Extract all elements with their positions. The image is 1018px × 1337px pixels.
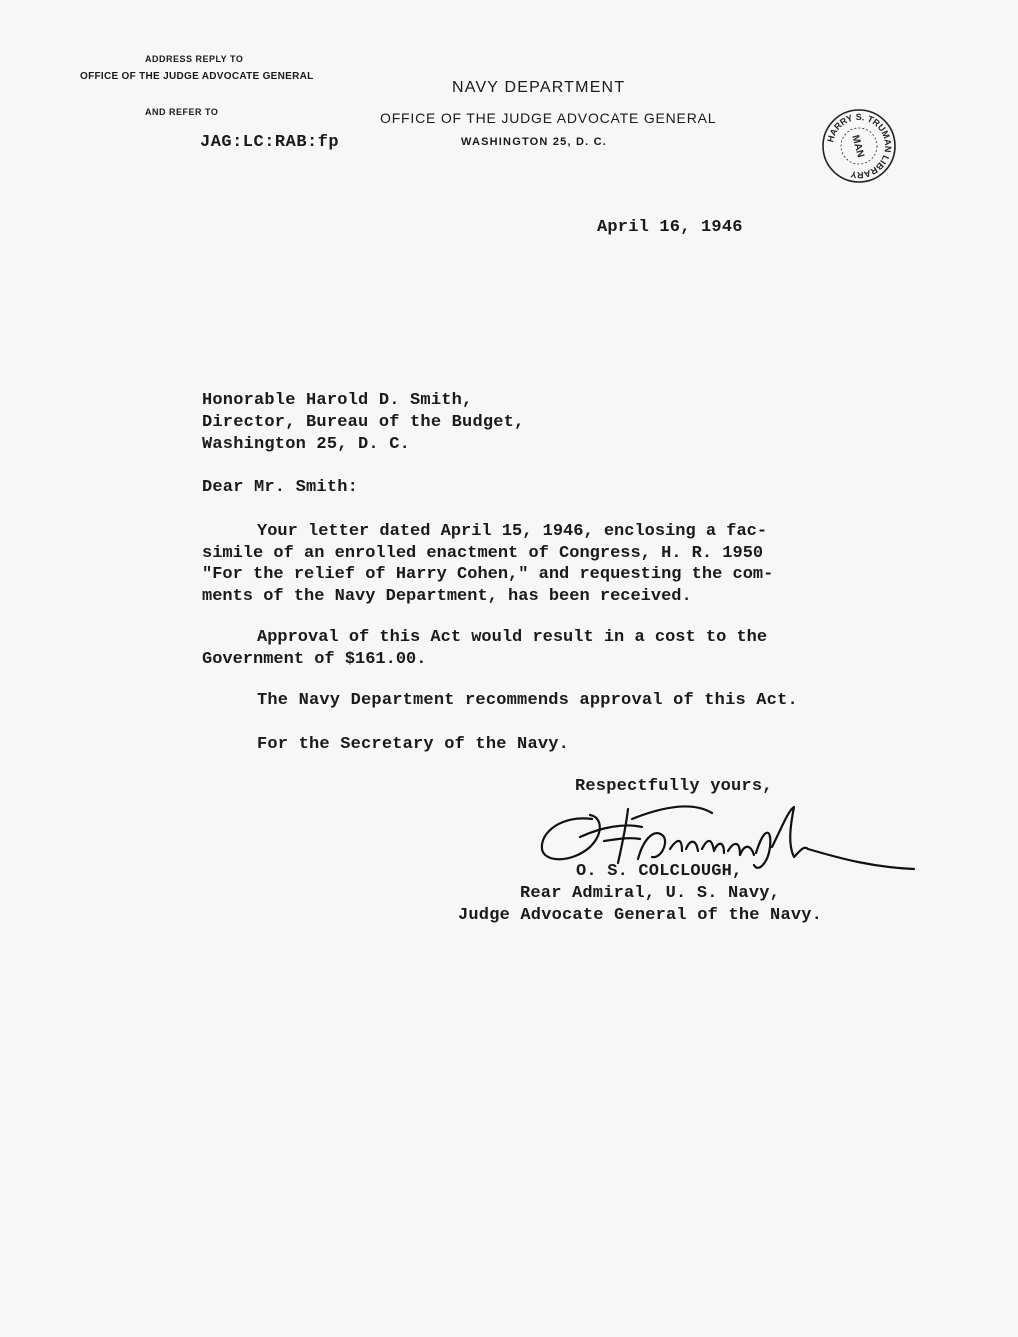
closing: Respectfully yours, xyxy=(575,777,773,796)
paragraph-cost xyxy=(202,627,767,670)
paragraph-line: Your letter dated April 15, 1946, enclosing a fac- xyxy=(257,522,768,541)
department-name: NAVY DEPARTMENT xyxy=(452,79,626,96)
library-stamp-icon xyxy=(820,107,898,185)
signer-name: O. S. COLCLOUGH, xyxy=(576,862,743,881)
paragraph-for-secretary: For the Secretary of the Navy. xyxy=(257,735,570,754)
address-reply-label: ADDRESS REPLY TO xyxy=(145,54,244,64)
signer-rank: Rear Admiral, U. S. Navy, xyxy=(520,884,781,903)
paragraph-line: simile of an enrolled enactment of Congress, H. R. 1950 xyxy=(202,543,764,563)
refer-to-label: AND REFER TO xyxy=(145,107,219,117)
salutation: Dear Mr. Smith: xyxy=(202,478,359,497)
stamp-ring-text: HARRY S. TRUMAN LIBRARY xyxy=(825,111,894,181)
recipient-address: Washington 25, D. C. xyxy=(202,435,411,454)
paragraph-line: "For the relief of Harry Cohen," and requesting the com- xyxy=(202,565,774,584)
paragraph-line: ments of the Navy Department, has been received. xyxy=(202,586,692,606)
recipient-name: Honorable Harold D. Smith, xyxy=(202,391,473,410)
paragraph-letter-received xyxy=(202,521,773,607)
stamp-center-text: MAN xyxy=(849,133,866,159)
letter-date: April 16, 1946 xyxy=(597,218,743,237)
reply-office-label: OFFICE OF THE JUDGE ADVOCATE GENERAL xyxy=(80,71,314,82)
paragraph-recommendation: The Navy Department recommends approval of this Act. xyxy=(257,691,798,710)
paragraph-line: Government of $161.00. xyxy=(202,649,427,669)
office-name: OFFICE OF THE JUDGE ADVOCATE GENERAL xyxy=(380,110,717,126)
signer-title: Judge Advocate General of the Navy. xyxy=(458,906,823,925)
office-city: WASHINGTON 25, D. C. xyxy=(461,136,608,148)
reference-code: JAG:LC:RAB:fp xyxy=(200,133,340,152)
paragraph-line: Approval of this Act would result in a cost to the xyxy=(257,628,768,647)
recipient-title: Director, Bureau of the Budget, xyxy=(202,413,525,432)
